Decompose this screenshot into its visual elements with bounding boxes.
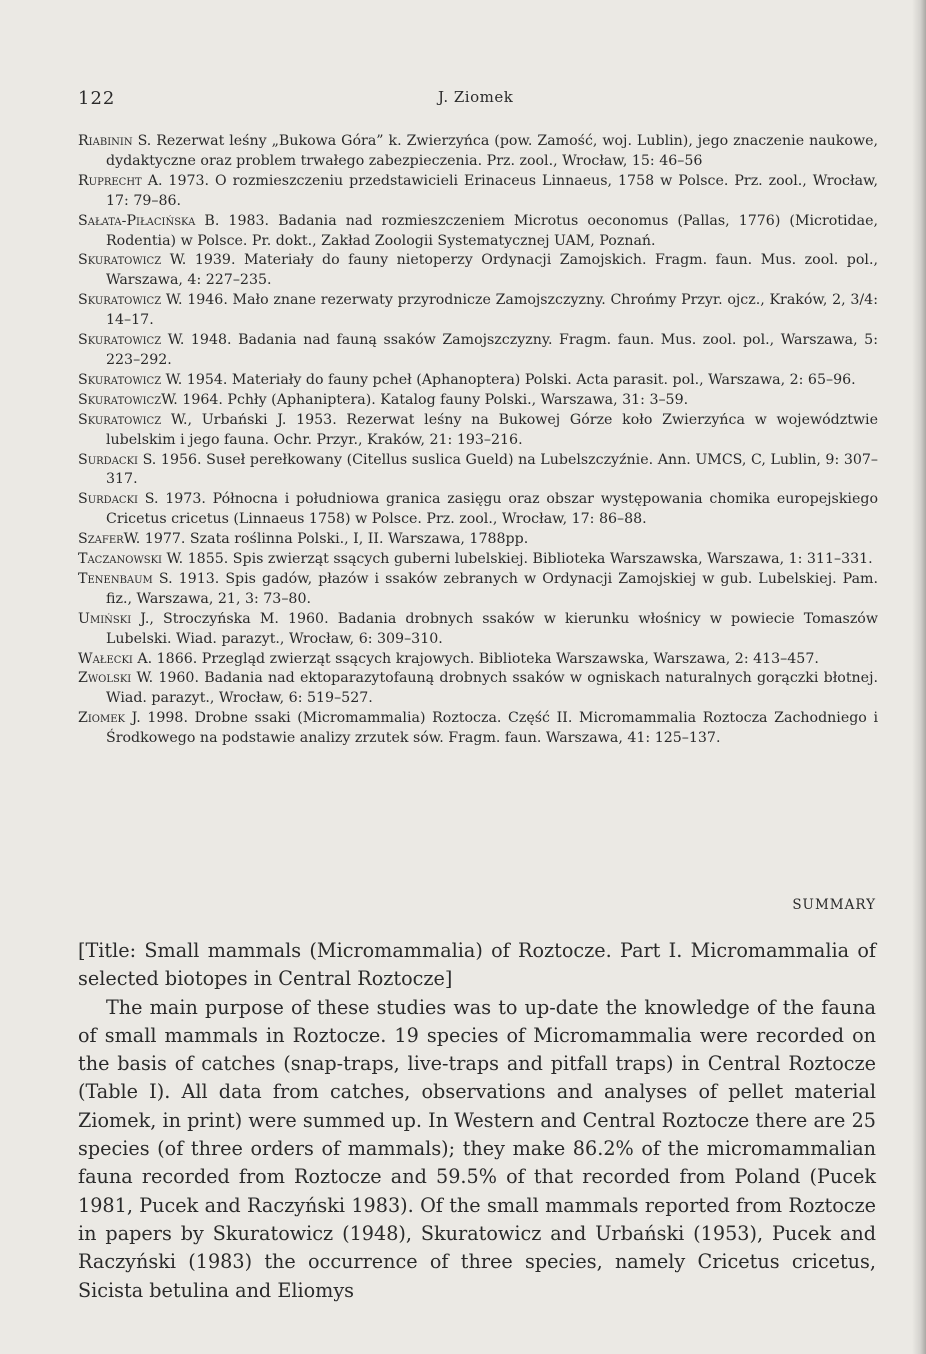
reference-author: Surdacki: [78, 491, 138, 508]
reference-entry: [78, 291, 878, 331]
reference-author: Skuratowicz: [78, 371, 162, 388]
summary-body: The main purpose of these studies was to up-date the knowledge of the fauna of small mammals in Roztocze. 19 species of Micromammalia were recorded on the basis of catches (snap-traps, live-traps and pitfall traps) in Central Roztocze (Table I). All data from catches, observations and analyses of pellet material Ziomek, in print) were summed up. In Western and Central Roztocze there are 25 species (of three orders of mammals); they make 86.2% of the micromammalian fauna recorded from Roztocze and 59.5% of that recorded from Poland (Pucek 1981, Pucek and Raczyński 1983). Of the small mammals reported from Roztocze in papers by Skuratowicz (1948), Skuratowicz and Urbański (1953), Pucek and Raczyński (1983) the occurrence of three species, namely Cricetus cricetus, Sicista betulina and Eliomys: [78, 995, 876, 1302]
reference-text: A. 1866. Przegląd zwierząt ssących krajowych. Biblioteka Warszawska, Warszawa, 2: 413–457.: [132, 650, 819, 667]
reference-author: Surdacki: [78, 451, 138, 468]
reference-entry: [78, 650, 878, 670]
reference-text: J. 1998. Drobne ssaki (Micromammalia) Roztocza. Część II. Micromammalia Roztocza Zachodniego i Środkowego na podstawie analizy zrzutek sów. Fragm. faun. Warszawa, 41: 125–137.: [106, 710, 878, 747]
page-edge-shadow: [912, 0, 926, 1354]
reference-text: W. 1855. Spis zwierząt ssących guberni lubelskiej. Biblioteka Warszawska, Warszawa, 1: 311–331.: [162, 551, 873, 568]
reference-entry: [78, 212, 878, 252]
reference-text: 1977. Szata roślinna Polski., I, II. Warszawa, 1788pp.: [140, 531, 529, 548]
reference-entry: [78, 331, 878, 371]
reference-author: Skuratowicz: [78, 252, 162, 269]
reference-text: S. 1956. Suseł perełkowany (Citellus suslica Gueld) na Lubelszczyźnie. Ann. UMCS, C, Lublin, 9: 307–317.: [106, 451, 878, 488]
reference-entry: [78, 451, 878, 491]
page-header: [78, 88, 878, 112]
reference-author: Skuratowicz: [78, 411, 162, 428]
reference-author: Wałecki: [78, 650, 133, 667]
reference-entry: [78, 411, 878, 451]
reference-text: S. Rezerwat leśny „Bukowa Góra” k. Zwierzyńca (pow. Zamość, woj. Lublin), jego znaczenie naukowe, dydaktyczne oraz problem trwałego zabezpieczenia. Prz. zool., Wrocław, 15: 46–56: [106, 133, 878, 169]
reference-text: J., Stroczyńska M. 1960. Badania drobnych ssaków w kierunku włośnicy w powiecie Tomaszów Lubelski. Wiad. parazyt., Wrocław, 6: 309–310.: [106, 610, 878, 647]
reference-text: A. 1973. O rozmieszczeniu przedstawicieli Erinaceus Linnaeus, 1758 w Polsce. Prz. zool., Wrocław, 17: 79–86.: [106, 172, 878, 209]
summary-heading: SUMMARY: [792, 897, 876, 913]
reference-author: Skuratowicz: [78, 292, 162, 309]
reference-text: W. 1954. Materiały do fauny pcheł (Aphanoptera) Polski. Acta parasit. pol., Warszawa, 2: 65–96.: [161, 371, 856, 388]
running-head: J. Ziomek: [438, 88, 514, 106]
reference-entry: [78, 550, 878, 570]
reference-text: 1964. Pchły (Aphaniptera). Katalog fauny Polski., Warszawa, 31: 3–59.: [177, 391, 689, 408]
page-number: 122: [78, 88, 116, 109]
reference-text: W., Urbański J. 1953. Rezerwat leśny na Bukowej Górze koło Zwierzyńca w województwie lubelskim i jego fauna. Ochr. Przyr., Kraków, 21: 193–216.: [106, 411, 878, 448]
reference-text: S. 1973. Północna i południowa granica zasięgu oraz obszar występowania chomika europejskiego Cricetus cricetus (Linnaeus 1758) w Polsce. Prz. zool., Wrocław, 17: 86–88.: [106, 491, 878, 528]
reference-entry: [78, 570, 878, 610]
reference-author: Skuratowicz: [78, 332, 162, 349]
reference-author: SkuratowiczW.: [78, 391, 178, 408]
reference-text: B. 1983. Badania nad rozmieszczeniem Microtus oeconomus (Pallas, 1776) (Microtidae, Rodentia) w Polsce. Pr. dokt., Zakład Zoologii Systematycznej UAM, Poznań.: [106, 212, 878, 249]
summary-title: [Title: Small mammals (Micromammalia) of Roztocze. Part I. Micromammalia of selected biotopes in Central Roztocze]: [78, 939, 876, 991]
reference-text: W. 1939. Materiały do fauny nietoperzy Ordynacji Zamojskich. Fragm. faun. Mus. zool. pol., Warszawa, 4: 227–235.: [106, 252, 878, 289]
reference-entry: [78, 251, 878, 291]
reference-author: SzaferW.: [78, 531, 141, 548]
reference-entry: [78, 371, 878, 391]
reference-entry: [78, 172, 878, 212]
reference-author: Sałata-Piłacińska: [78, 212, 196, 229]
reference-entry: [78, 490, 878, 530]
reference-entry: [78, 391, 878, 411]
reference-entry: [78, 530, 878, 550]
reference-author: Zwolski: [78, 670, 132, 687]
reference-author: Taczanowski: [78, 551, 163, 568]
reference-entry: [78, 709, 878, 749]
reference-text: W. 1960. Badania nad ektoparazytofauną drobnych ssaków w ogniskach naturalnych gorączki błotnej. Wiad. parazyt., Wrocław, 6: 519–527.: [106, 670, 878, 707]
reference-author: Umiński: [78, 610, 132, 627]
reference-entry: [78, 610, 878, 650]
reference-entry: [78, 669, 878, 709]
reference-list: [78, 132, 878, 749]
reference-text: W. 1946. Mało znane rezerwaty przyrodnicze Zamojszczyzny. Chrońmy Przyr. ojcz., Kraków, 2, 3/4: 14–17.: [106, 292, 878, 329]
reference-author: Ruprecht: [78, 172, 142, 189]
reference-author: Ziomek: [78, 710, 126, 727]
summary-section: [78, 937, 876, 1305]
reference-author: Tenenbaum: [78, 570, 153, 587]
reference-text: W. 1948. Badania nad fauną ssaków Zamojszczyzny. Fragm. faun. Mus. zool. pol., Warszawa, 5: 223–292.: [106, 332, 878, 368]
reference-entry: [78, 132, 878, 172]
reference-text: S. 1913. Spis gadów, płazów i ssaków zebranych w Ordynacji Zamojskiej w gub. Lubelskiej. Pam. fiz., Warszawa, 21, 3: 73–80.: [106, 570, 878, 607]
reference-author: Riabinin: [78, 133, 133, 149]
